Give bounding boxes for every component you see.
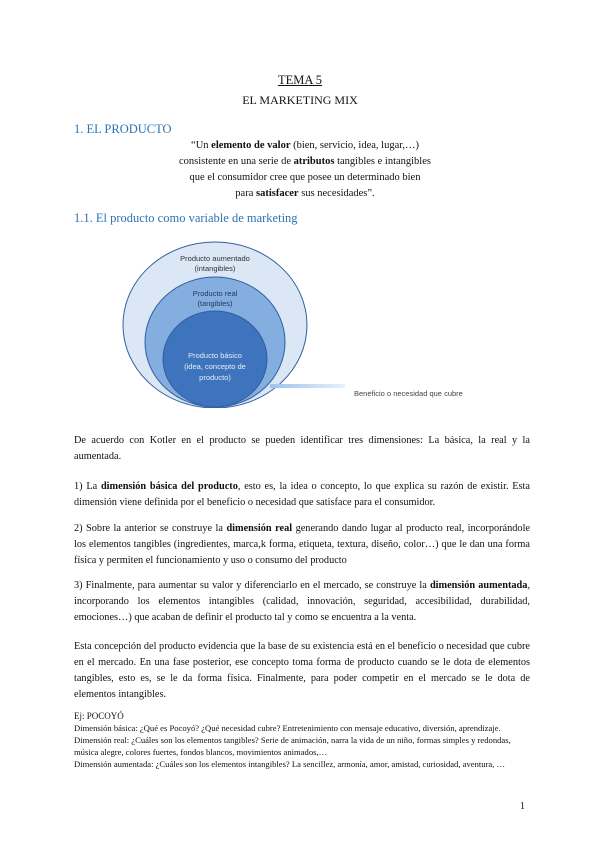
paragraph-concepcion: Esta concepción del producto evidencia que la base de su existencia está en el beneficio o necesidad que cubre en el mercado. En una fase posterior, ese concepto toma forma de producto cuando se le dota de elementos tangibles, esto es, se le da forma física. Finalmente, para poder competir en el mercado se le dota de elementos intangibles. bbox=[74, 641, 530, 700]
outer-label-1: Producto aumentado bbox=[180, 254, 250, 263]
document-subtitle: EL MARKETING MIX bbox=[242, 93, 358, 107]
quote-line-2: consistente en una serie de atributos tangibles e intangibles bbox=[179, 156, 431, 167]
paragraph-dimension-real: 2) Sobre la anterior se construye la dimensión real generando dando lugar al producto real, incorporándole los elementos tangibles (ingredientes, marca,k forma, etiqueta, textura, diseño, color…) que le dan una forma física y permiten el funcionamiento y uso o consumo del producto bbox=[74, 523, 531, 566]
product-levels-diagram bbox=[120, 238, 480, 408]
inner-label-3: producto) bbox=[199, 373, 231, 382]
section-heading-producto: 1. EL PRODUCTO bbox=[74, 122, 172, 136]
benefit-arrow bbox=[270, 384, 345, 388]
paragraph-dimension-aumentada: 3) Finalmente, para aumentar su valor y diferenciarlo en el mercado, se construye la dimensión aumentada, incorporando los elementos intangibles (calidad, innovación, seguridad, accesibilidad, durabilidad, emociones…) que acaban de definir el producto tal y como se encuentra a la venta. bbox=[74, 580, 531, 623]
example-pocoyo bbox=[74, 710, 534, 770]
inner-label-2: (idea, concepto de bbox=[184, 362, 246, 371]
section-heading-producto-variable: 1.1. El producto como variable de marketing bbox=[74, 211, 298, 225]
document-title: TEMA 5 bbox=[277, 73, 323, 87]
example-title: Ej: POCOYÓ bbox=[74, 711, 124, 721]
quote-line-4: para satisfacer sus necesidades”. bbox=[235, 188, 375, 199]
middle-label-1: Producto real bbox=[192, 289, 238, 298]
example-line-real: Dimensión real: ¿Cuáles son los elementos tangibles? Serie de animación, narra la vida de un niño, formas simples y redondas, música alegre, colores fuertes, fondos blancos, movimientos animados,… bbox=[74, 735, 511, 757]
quote-line-3: que el consumidor cree que posee un determinado bien bbox=[189, 172, 421, 183]
product-definition-quote bbox=[130, 138, 480, 202]
middle-label-2: (tangibles) bbox=[197, 299, 233, 308]
inner-label-1: Producto básico bbox=[188, 351, 242, 360]
arrow-label: Beneficio o necesidad que cubre bbox=[354, 389, 463, 398]
example-line-aumentada: Dimensión aumentada: ¿Cuáles son los elementos intangibles? La sencillez, armonía, amor, amistad, curiosidad, aventura, … bbox=[74, 759, 506, 769]
paragraph-intro: De acuerdo con Kotler en el producto se pueden identificar tres dimensiones: La básica, la real y la aumentada. bbox=[74, 435, 530, 462]
example-line-basica: Dimensión básica: ¿Qué es Pocoyó? ¿Qué necesidad cubre? Entretenimiento con mensaje educativo, diversión, aprendizaje. bbox=[74, 723, 501, 733]
page-number: 1 bbox=[520, 801, 525, 812]
outer-label-2: (intangibles) bbox=[194, 264, 236, 273]
paragraph-dimension-basica: 1) La dimensión básica del producto, esto es, la idea o concepto, lo que explica su razón de existir. Esta dimensión viene definida por el beneficio o necesidad que satisface para el consumidor. bbox=[74, 481, 530, 508]
quote-line-1: “Un elemento de valor (bien, servicio, idea, lugar,…) bbox=[191, 140, 419, 151]
